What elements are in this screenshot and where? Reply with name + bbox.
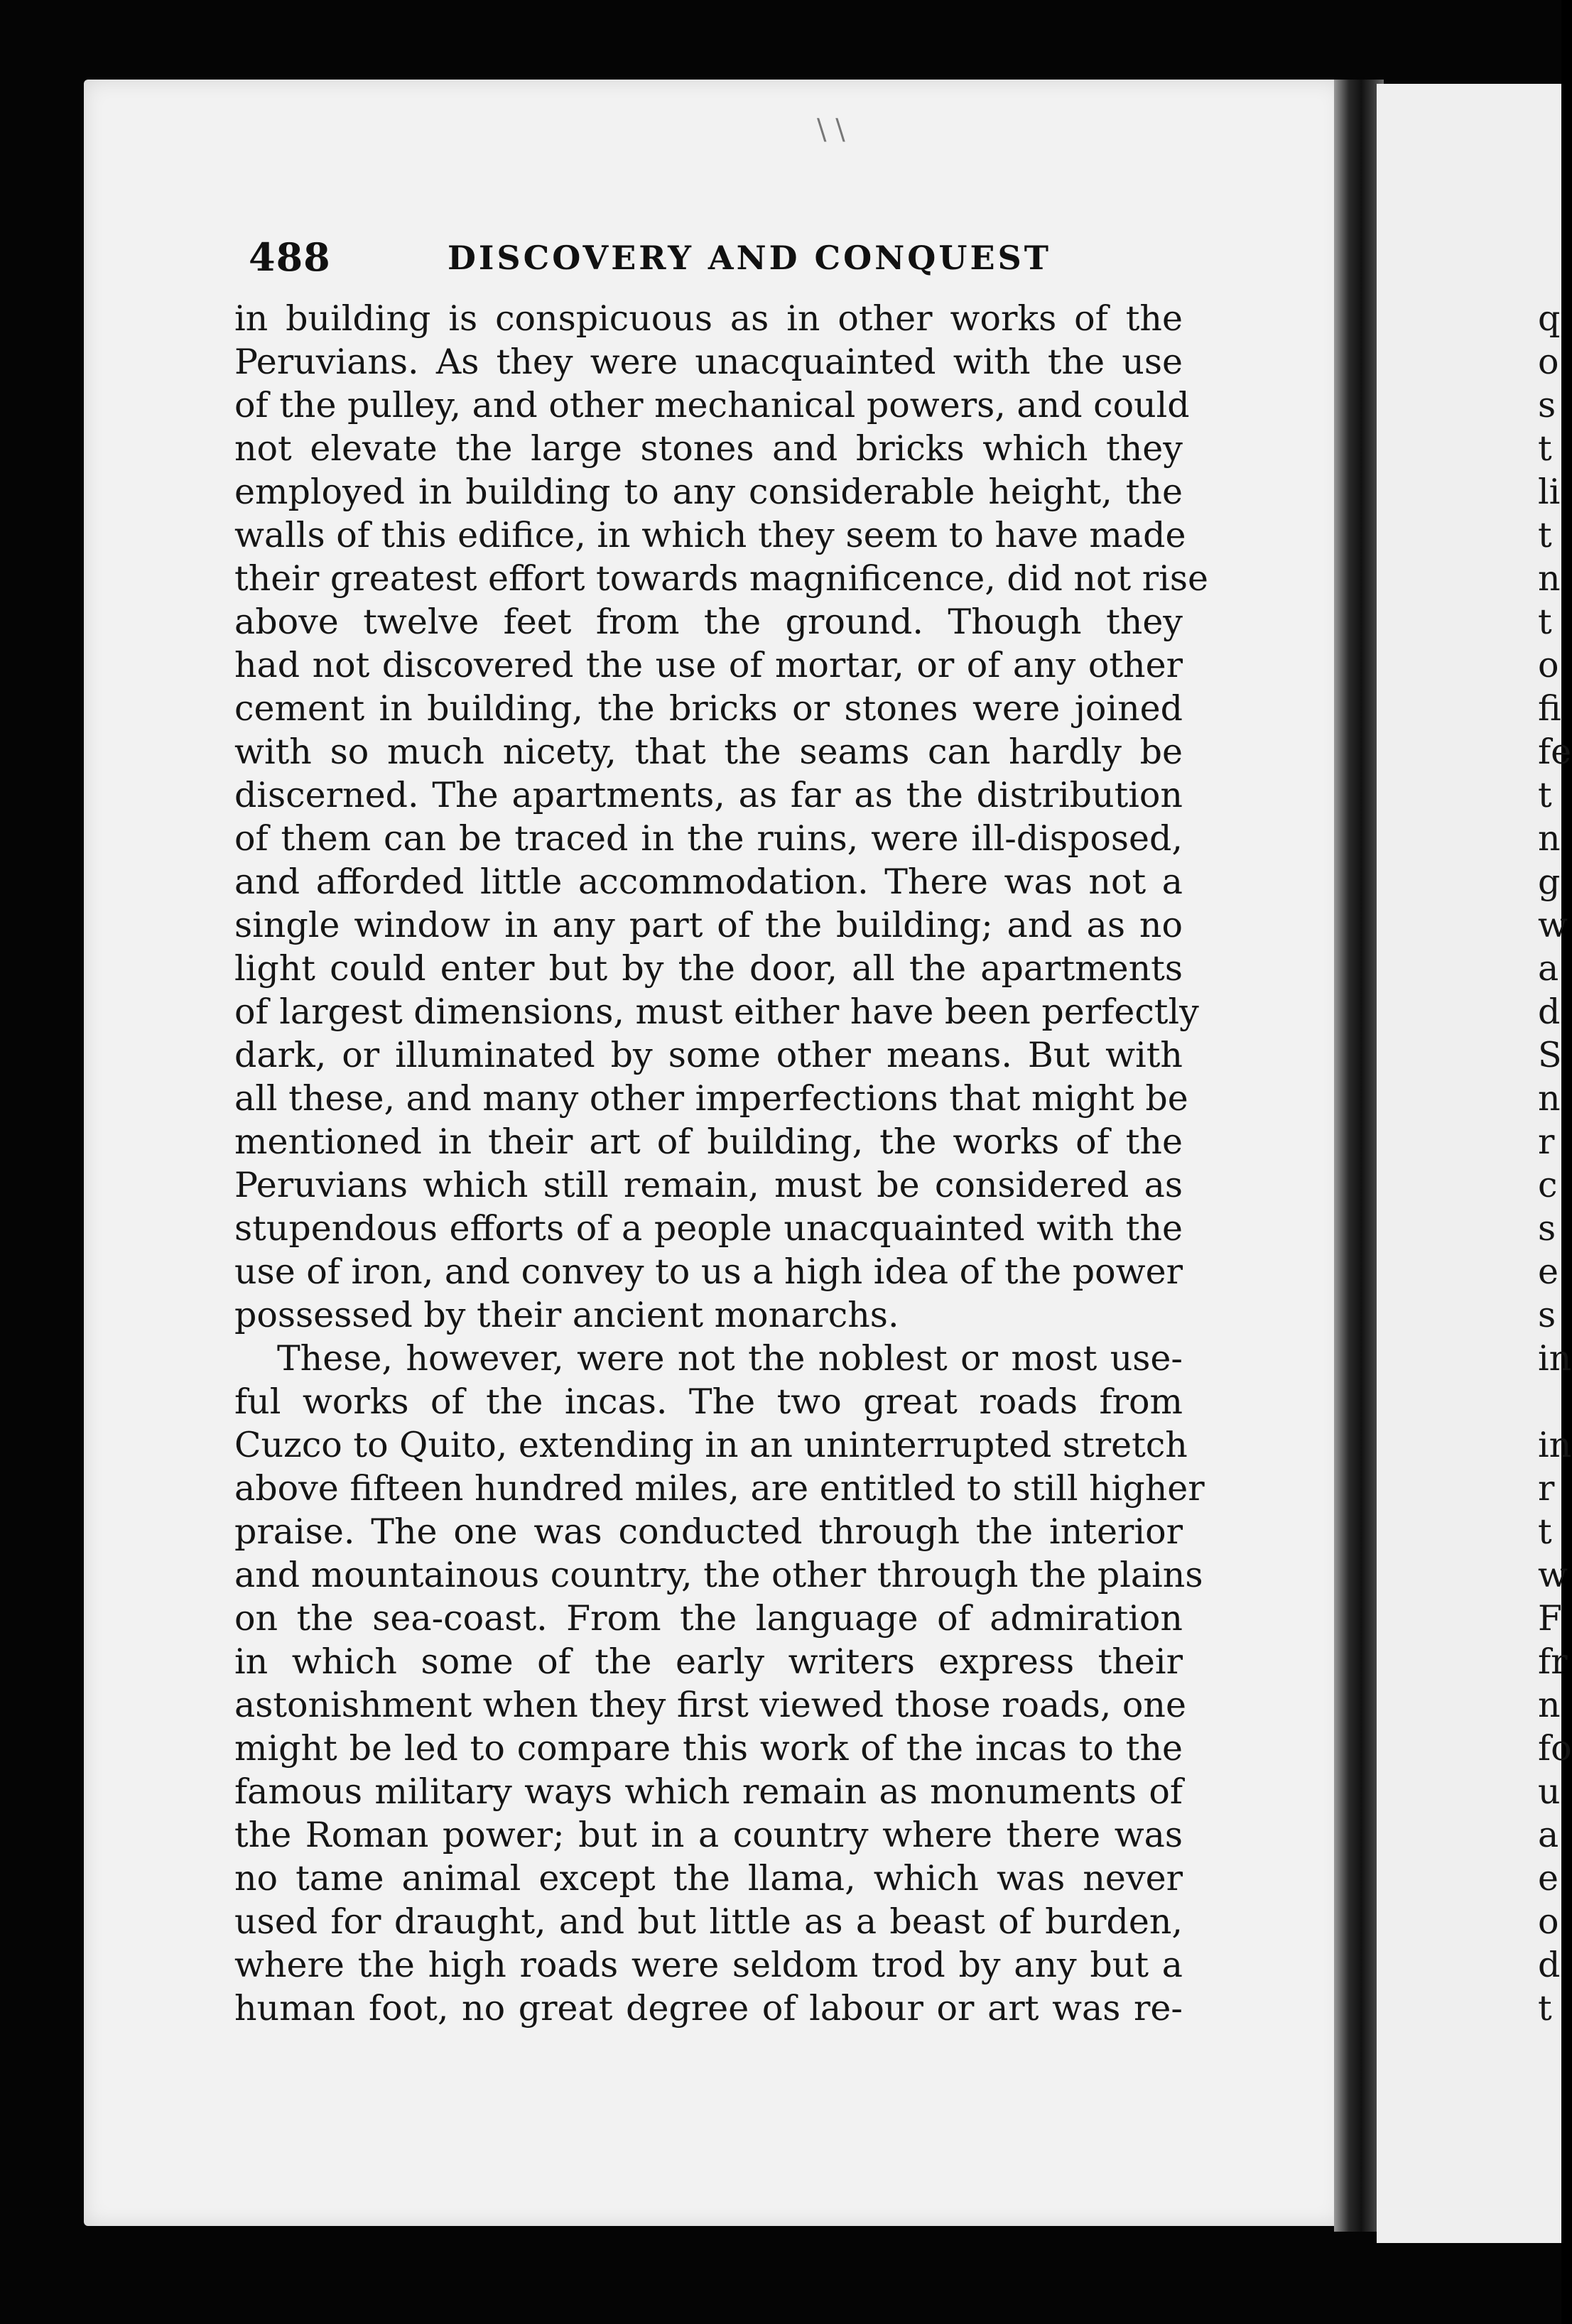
text-line: and afforded little accommodation. There was not a bbox=[234, 862, 1183, 902]
facing-fragment: a bbox=[1538, 948, 1559, 989]
page-header bbox=[249, 234, 1186, 284]
facing-fragment: u bbox=[1538, 1771, 1561, 1812]
facing-fragment: o bbox=[1538, 1901, 1559, 1942]
facing-fragment: t bbox=[1538, 602, 1552, 642]
facing-fragment: t bbox=[1538, 775, 1552, 815]
facing-fragment: q bbox=[1538, 298, 1561, 339]
text-line-paragraph-start: These, however, were not the noblest or most use- bbox=[277, 1338, 1183, 1379]
facing-fragment: in bbox=[1538, 1338, 1572, 1379]
facing-fragment: a bbox=[1538, 1815, 1559, 1855]
text-line: Cuzco to Quito, extending in an uninterrupted stretch bbox=[234, 1425, 1188, 1465]
facing-fragment: o bbox=[1538, 645, 1559, 685]
text-line: had not discovered the use of mortar, or of any other bbox=[234, 645, 1183, 685]
facing-fragment: fi bbox=[1538, 688, 1561, 729]
text-line: of the pulley, and other mechanical powers, and could bbox=[234, 385, 1190, 425]
text-line: in which some of the early writers express their bbox=[234, 1641, 1183, 1682]
facing-fragment: w bbox=[1538, 905, 1568, 945]
facing-fragment: o bbox=[1538, 342, 1559, 382]
facing-fragment: t bbox=[1538, 1511, 1552, 1552]
facing-fragment: c bbox=[1538, 1165, 1558, 1205]
text-line: praise. The one was conducted through the interior bbox=[234, 1511, 1183, 1552]
text-line: astonishment when they first viewed those roads, one bbox=[234, 1685, 1186, 1725]
text-line: all these, and many other imperfections that might be bbox=[234, 1078, 1188, 1119]
facing-fragment: s bbox=[1538, 385, 1556, 425]
text-line: above fifteen hundred miles, are entitled to still higher bbox=[234, 1468, 1205, 1509]
text-line: single window in any part of the building; and as no bbox=[234, 905, 1183, 945]
text-line: light could enter but by the door, all the apartments bbox=[234, 948, 1183, 989]
text-line: walls of this edifice, in which they seem to have made bbox=[234, 515, 1186, 555]
text-line: famous military ways which remain as monuments of bbox=[234, 1771, 1183, 1812]
facing-fragment: r bbox=[1538, 1468, 1555, 1509]
text-line: ful works of the incas. The two great roads from bbox=[234, 1381, 1183, 1422]
facing-fragment-blank bbox=[1538, 1380, 1566, 1423]
facing-fragment: e bbox=[1538, 1858, 1559, 1899]
facing-fragment: g bbox=[1538, 862, 1561, 902]
facing-fragment: d bbox=[1538, 1945, 1561, 1985]
top-smudge-mark: \ \ bbox=[817, 114, 845, 146]
text-line: above twelve feet from the ground. Though they bbox=[234, 602, 1183, 642]
facing-fragment: s bbox=[1538, 1295, 1556, 1335]
text-line: Peruvians. As they were unacquainted with the use bbox=[234, 342, 1183, 382]
text-line: stupendous efforts of a people unacquainted with the bbox=[234, 1208, 1183, 1249]
facing-fragment: r bbox=[1538, 1122, 1555, 1162]
facing-fragment: t bbox=[1538, 428, 1552, 469]
text-line: on the sea-coast. From the language of admiration bbox=[234, 1598, 1183, 1639]
facing-fragment: fo bbox=[1538, 1728, 1572, 1769]
text-line: discerned. The apartments, as far as the distribution bbox=[234, 775, 1183, 815]
running-head: DISCOVERY AND CONQUEST bbox=[448, 239, 1051, 277]
text-line: with so much nicety, that the seams can hardly be bbox=[234, 732, 1183, 772]
facing-fragment: n bbox=[1538, 558, 1561, 599]
facing-fragment: fe bbox=[1538, 732, 1572, 772]
text-line: human foot, no great degree of labour or art was re- bbox=[234, 1988, 1183, 2029]
text-line: used for draught, and but little as a beast of burden, bbox=[234, 1901, 1183, 1942]
facing-fragment: S bbox=[1538, 1035, 1562, 1075]
text-line: the Roman power; but in a country where there was bbox=[234, 1815, 1183, 1855]
text-line: dark, or illuminated by some other means. But with bbox=[234, 1035, 1183, 1075]
text-line: might be led to compare this work of the incas to the bbox=[234, 1728, 1183, 1769]
body-text bbox=[234, 297, 1208, 2030]
text-line: cement in building, the bricks or stones were joined bbox=[234, 688, 1183, 729]
text-line: Peruvians which still remain, must be considered as bbox=[234, 1165, 1183, 1205]
text-line: no tame animal except the llama, which was never bbox=[234, 1858, 1183, 1899]
book-page-right bbox=[1377, 84, 1561, 2243]
text-line: of largest dimensions, must either have been perfectly bbox=[234, 992, 1199, 1032]
text-line: employed in building to any considerable height, the bbox=[234, 472, 1183, 512]
text-line-paragraph-end: possessed by their ancient monarchs. bbox=[234, 1295, 899, 1335]
facing-fragment: n bbox=[1538, 1078, 1561, 1119]
facing-fragment: in bbox=[1538, 1425, 1572, 1465]
page-number: 488 bbox=[249, 234, 331, 280]
facing-page-fragments bbox=[1538, 297, 1572, 2030]
text-line: use of iron, and convey to us a high idea of the power bbox=[234, 1251, 1183, 1292]
text-line: not elevate the large stones and bricks which they bbox=[234, 428, 1183, 469]
text-line: mentioned in their art of building, the works of the bbox=[234, 1122, 1183, 1162]
text-line: in building is conspicuous as in other works of the bbox=[234, 298, 1183, 339]
facing-fragment: n bbox=[1538, 818, 1561, 859]
facing-fragment: fr bbox=[1538, 1641, 1568, 1682]
facing-fragment: d bbox=[1538, 992, 1561, 1032]
text-line: where the high roads were seldom trod by any but a bbox=[234, 1945, 1183, 1985]
facing-fragment: li bbox=[1538, 472, 1561, 512]
text-line: of them can be traced in the ruins, were ill-disposed, bbox=[234, 818, 1183, 859]
facing-fragment: t bbox=[1538, 1988, 1552, 2029]
facing-fragment: w bbox=[1538, 1555, 1568, 1595]
facing-fragment: F bbox=[1538, 1598, 1562, 1639]
facing-fragment: n bbox=[1538, 1685, 1561, 1725]
text-line: their greatest effort towards magnificence, did not rise bbox=[234, 558, 1208, 599]
facing-fragment: s bbox=[1538, 1208, 1556, 1249]
facing-fragment: t bbox=[1538, 515, 1552, 555]
text-line: and mountainous country, the other through the plains bbox=[234, 1555, 1203, 1595]
facing-fragment: e bbox=[1538, 1251, 1559, 1292]
